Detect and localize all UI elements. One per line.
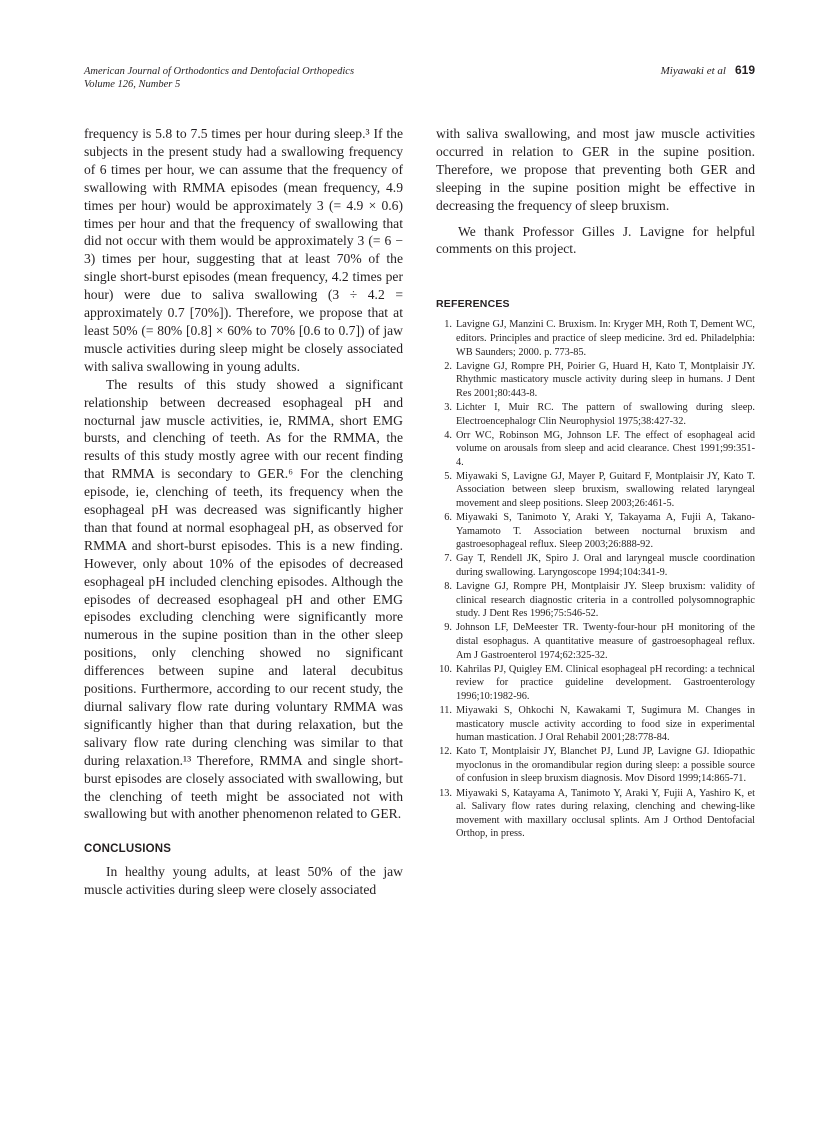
journal-volume: Volume 126, Number 5	[84, 79, 181, 90]
reference-text: Miyawaki S, Lavigne GJ, Mayer P, Guitard F, Montplaisir JY, Kato T. Association between sleep bruxism, swallowing related laryngeal movement and sleep positions. Sleep 2003;26:461-5.	[456, 470, 755, 510]
reference-item	[436, 552, 755, 579]
reference-text: Kahrilas PJ, Quigley EM. Clinical esophageal pH recording: a technical review for practice guideline development. Gastroenterology 1996;10:1982-96.	[456, 663, 755, 702]
body-paragraph: frequency is 5.8 to 7.5 times per hour during sleep.³ If the subjects in the present study had a swallowing frequency of 6 times per hour, we can assume that the frequency of swallowing with RMMA episodes (mean frequency, 4.9 times per hour) would be approximately 3 (= 4.9 × 0.6) times per hour and that the frequency of swallowing that did not occur with them would be approximately 3 (= 6 − 3) times per hour, suggesting that at least 70% of the single short-burst episodes (mean frequency, 4.2 times per hour) were due to saliva swallowing (3 ÷ 4.2 = approximately 0.7 [70%]). Therefore, we propose that at least 50% (= 80% [0.8] × 60% to 70% [0.6 to 0.7]) of jaw muscle activities during sleep might be closely associated with saliva swallowing in young adults.	[84, 126, 403, 374]
reference-text: Lichter I, Muir RC. The pattern of swallowing during sleep. Electroencephalogr Clin Neurophysiol 1975;38:427-32.	[456, 401, 755, 427]
reference-text: Kato T, Montplaisir JY, Blanchet PJ, Lund JP, Lavigne GJ. Idiopathic myoclonus in the oromandibular region during sleep: a possible source of confusion in sleep bruxism diagnosis. Mov Disord 1999;14:865-71.	[456, 746, 755, 785]
reference-number: 3.	[444, 401, 452, 413]
section-heading-references: REFERENCES	[436, 298, 510, 311]
reference-number: 4.	[444, 429, 452, 441]
reference-item	[436, 745, 755, 786]
reference-item	[436, 621, 755, 662]
reference-number: 11.	[439, 704, 452, 716]
reference-item	[436, 429, 755, 470]
acknowledgment-paragraph: We thank Professor Gilles J. Lavigne for helpful comments on this project.	[436, 223, 755, 257]
body-paragraph: with saliva swallowing, and most jaw muscle activities occurred in relation to GER in the supine position. Therefore, we propose that preventing both GER and sleeping in the supine position might be effective in decreasing the frequency of sleep bruxism.	[436, 126, 755, 213]
reference-number: 13.	[439, 787, 452, 799]
conclusions-paragraph: In healthy young adults, at least 50% of the jaw muscle activities during sleep were closely associated	[84, 864, 403, 898]
reference-item	[436, 663, 755, 704]
reference-number: 10.	[439, 663, 452, 675]
reference-item	[436, 360, 755, 401]
reference-text: Lavigne GJ, Manzini C. Bruxism. In: Kryger MH, Roth T, Dement WC, editors. Principles and practice of sleep medicine. 3rd ed. Philadelphia: WB Saunders; 2000. p. 773-85.	[456, 319, 755, 358]
reference-number: 7.	[444, 553, 452, 565]
reference-number: 12.	[439, 746, 452, 758]
reference-item	[436, 580, 755, 621]
reference-number: 9.	[444, 622, 452, 634]
reference-text: Johnson LF, DeMeester TR. Twenty-four-hour pH monitoring of the distal esophagus. A quantitative measure of gastroesophageal reflux. Am J Gastroenterol 1974;62:325-32.	[456, 622, 755, 661]
running-header-page	[661, 63, 755, 78]
reference-text: Miyawaki S, Tanimoto Y, Araki Y, Takayama A, Fujii A, Takano-Yamamoto T. Association between nocturnal bruxism and gastroesophageal reflux. Sleep 2003;26:888-92.	[456, 512, 755, 551]
reference-text: Miyawaki S, Ohkochi N, Kawakami T, Sugimura M. Changes in masticatory muscle activity according to food size in experimental human mastication. J Oral Rehabil 2001;28:778-84.	[456, 704, 755, 744]
header-authors: Miyawaki et al	[660, 65, 726, 77]
running-header-journal	[84, 65, 354, 91]
reference-number: 8.	[444, 581, 452, 593]
left-column	[84, 125, 403, 899]
reference-number: 1.	[444, 319, 452, 331]
reference-text: Lavigne GJ, Rompre PH, Poirier G, Huard H, Kato T, Montplaisir JY. Rhythmic masticatory muscle activity during sleep in humans. J Dent Res 2001;80:443-8.	[456, 360, 755, 399]
reference-text: Orr WC, Robinson MG, Johnson LF. The effect of esophageal acid volume on arousals from sleep and acid clearance. Chest 1991;99:351-4.	[456, 429, 755, 468]
reference-item	[436, 787, 755, 841]
journal-title: American Journal of Orthodontics and Dentofacial Orthopedics	[84, 66, 355, 77]
reference-item	[436, 511, 755, 552]
reference-number: 6.	[444, 512, 452, 524]
reference-item	[436, 401, 755, 428]
reference-text: Gay T, Rendell JK, Spiro J. Oral and laryngeal muscle coordination during swallowing. Laryngoscope 1994;104:341-9.	[456, 553, 755, 579]
reference-number: 2.	[444, 360, 452, 372]
reference-list	[436, 318, 755, 841]
body-paragraph: The results of this study showed a significant relationship between decreased esophageal pH and nocturnal jaw muscle activities, ie, RMMA, short EMG bursts, and clenching of teeth. As for the RMMA, the results of this study mostly agree with our recent finding that RMMA is secondary to GER.⁶ For the clenching episode, ie, clenching of teeth, its frequency when the esophageal pH was decreased was significantly higher than that found at normal esophageal pH, as observed for RMMA and short-burst episodes. This is a new finding. However, only about 10% of the episodes of decreased esophageal pH included clenching episodes. Although the episodes of decreased esophageal pH and other EMG episodes excluding clenching were significantly more numerous in the supine position than in the other sleep positions, only clenching showed no significant differences between supine and lateral decubitus positions. Furthermore, according to our recent study, the diurnal salivary flow rate during voluntary RMMA was significantly higher than that during relaxation, but the salivary flow rate during clenching was similar to that during relaxation.¹³ Therefore, RMMA and single short-burst episodes are closely associated with swallowing, but the clenching of teeth might be associated not with swallowing but with another phenomenon related to GER.	[84, 376, 403, 822]
reference-text: Miyawaki S, Katayama A, Tanimoto Y, Araki Y, Fujii A, Yashiro K, et al. Salivary flow rates during relaxing, clenching and chewing-like movement with maxillary occlusal splints. Am J Orthod Dentofacial Orthop, in press.	[456, 787, 755, 840]
section-heading-conclusions: CONCLUSIONS	[84, 843, 172, 856]
reference-item	[436, 318, 755, 359]
reference-item	[436, 470, 755, 511]
reference-text: Lavigne GJ, Rompre PH, Montplaisir JY. Sleep bruxism: validity of clinical research diagnostic criteria in a controlled polysomnographic study. J Dent Res 1996;75:546-52.	[456, 581, 755, 620]
reference-number: 5.	[444, 470, 452, 482]
reference-item	[436, 704, 755, 745]
right-column	[436, 125, 755, 841]
page-number: 619	[734, 63, 755, 77]
